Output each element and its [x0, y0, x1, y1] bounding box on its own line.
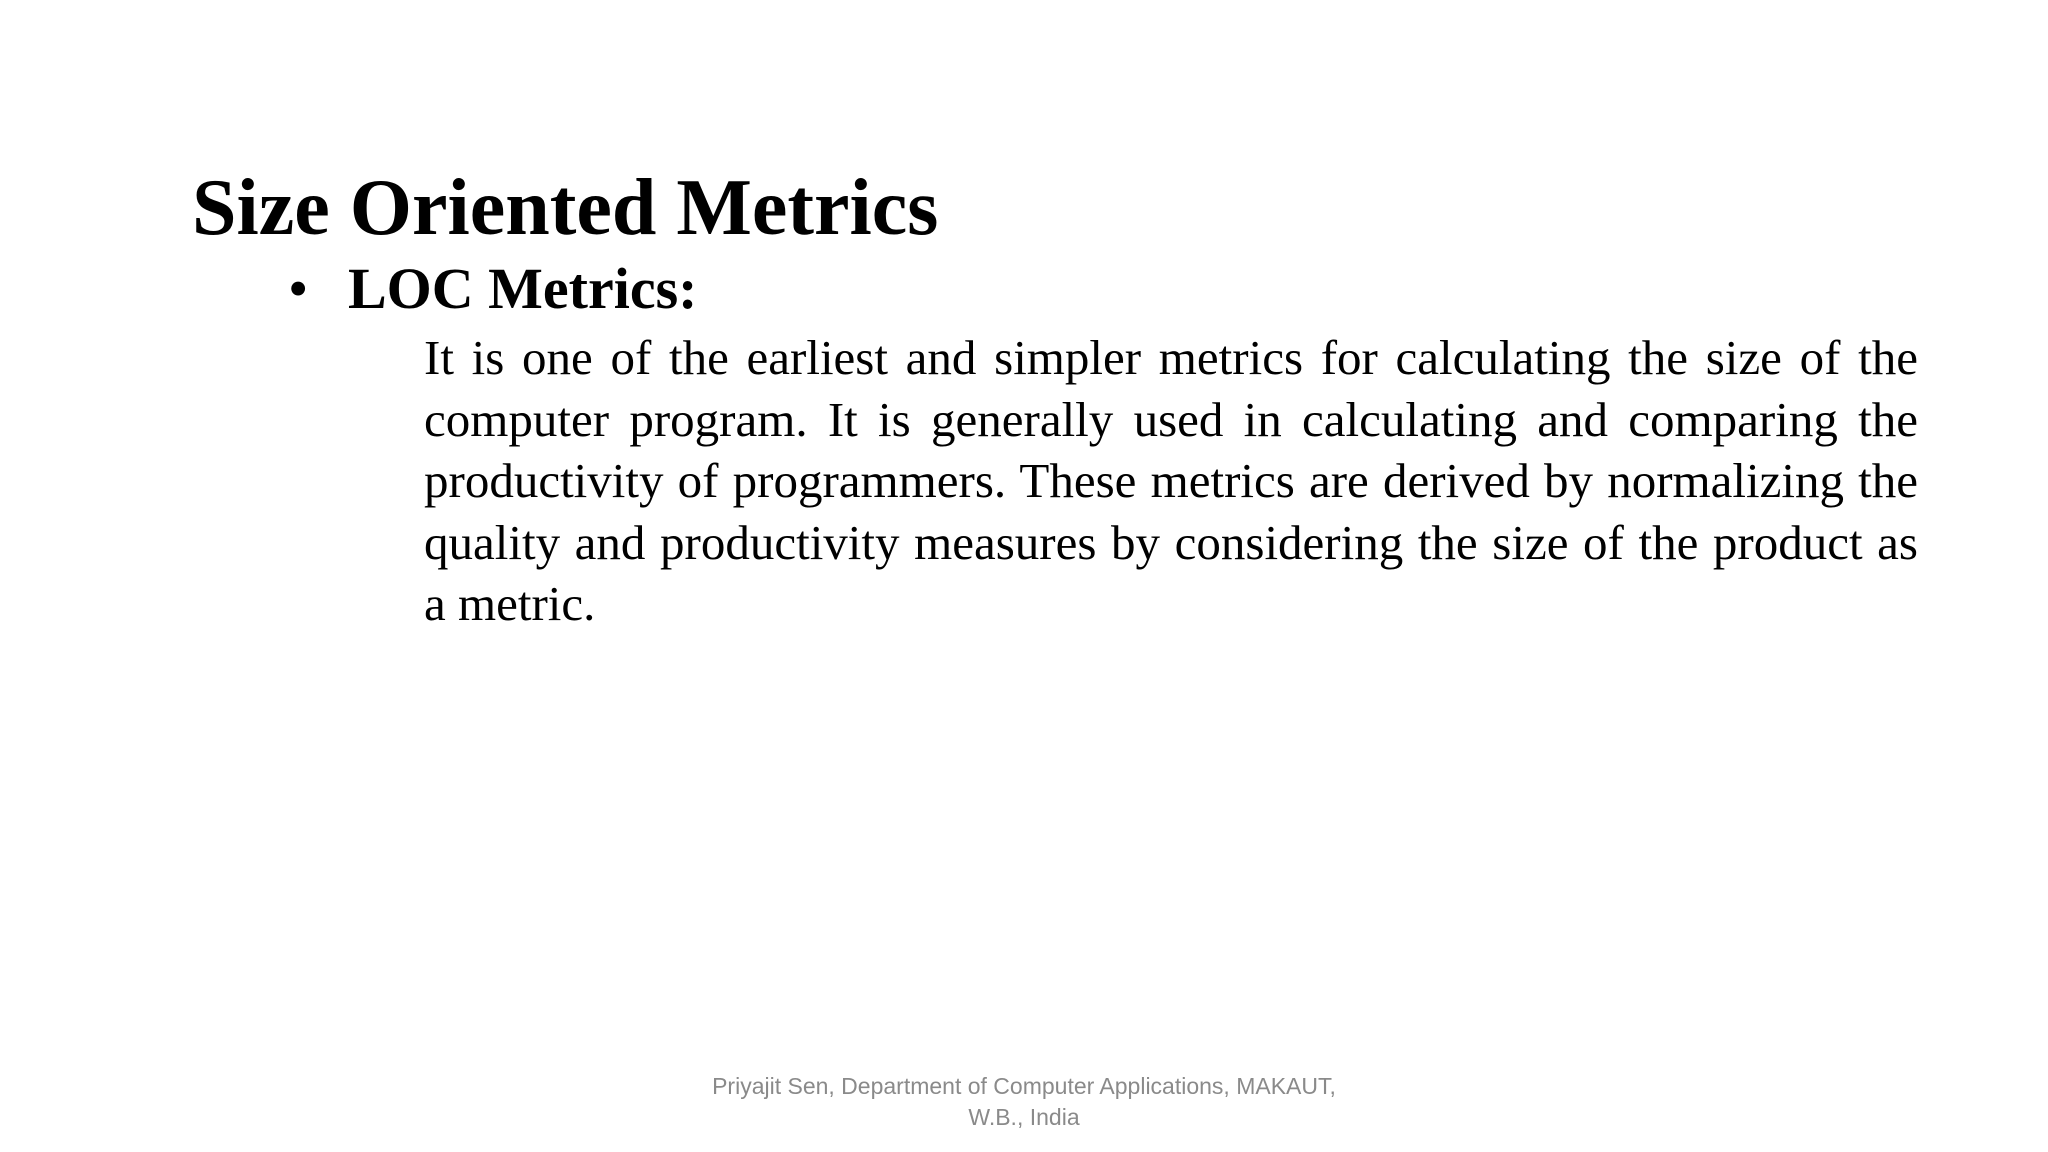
- body-paragraph: It is one of the earliest and simpler metrics for calculating the size of the computer program. It is generally used in calculating and comparing the productivity of programmers. These metrics are derived by normalizing the quality and productivity measures by considering the size of the product as a metric.: [424, 330, 1918, 631]
- slide-title: Size Oriented Metrics: [192, 164, 939, 252]
- footer-line-1: Priyajit Sen, Department of Computer Applications, MAKAUT,: [712, 1073, 1336, 1099]
- footer-line-2: W.B., India: [968, 1104, 1080, 1130]
- bullet-marker: •: [288, 256, 309, 321]
- bullet-heading: LOC Metrics:: [348, 256, 698, 321]
- bullet-item: [288, 254, 697, 324]
- slide-footer: [624, 1071, 1424, 1133]
